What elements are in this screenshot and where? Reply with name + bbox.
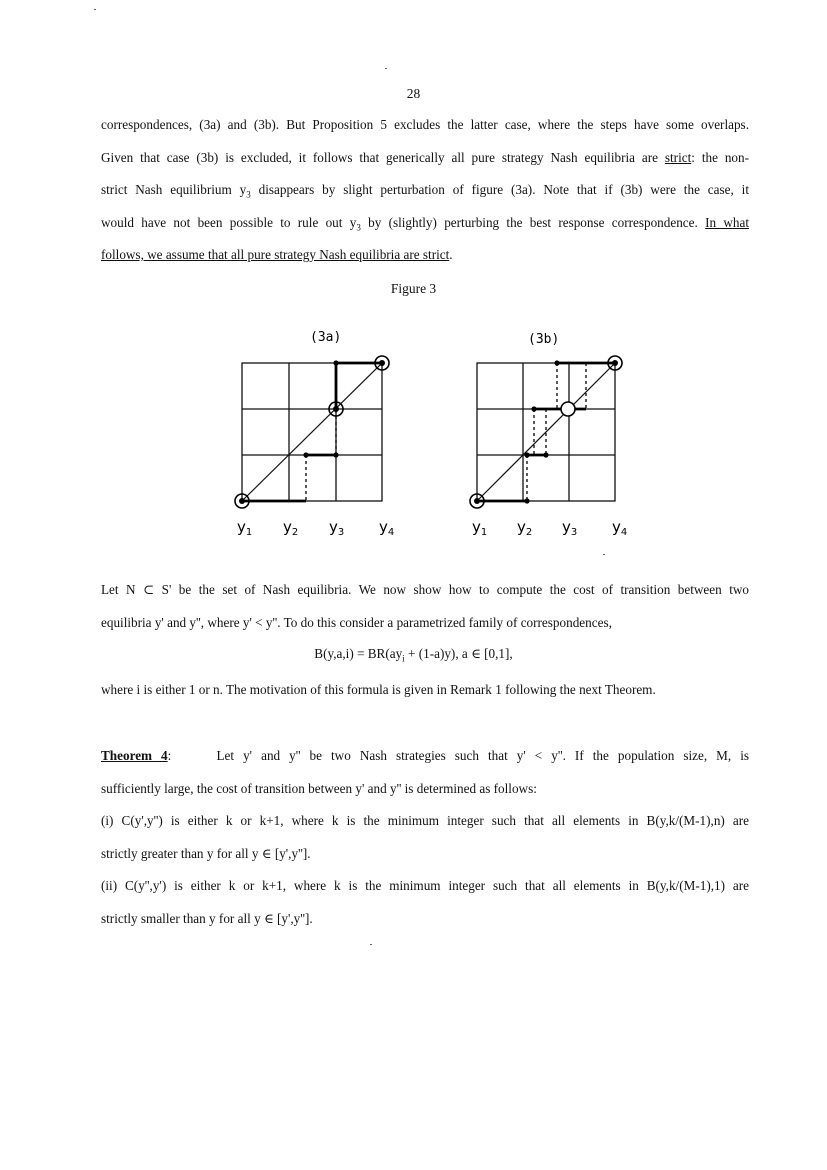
dashed-lines-3b <box>527 363 586 501</box>
text-line: sufficiently large, the cost of transition between y' and y'' is determined as follows: <box>101 780 537 796</box>
text-line: correspondences, (3a) and (3b). But Proposition 5 excludes the latter case, where the steps have some overlaps. <box>101 117 749 132</box>
svg-text:y3: $y_3$ <box>562 518 578 538</box>
theorem-4 <box>101 740 749 935</box>
text-line: (ii) C(y'',y') is either k or k+1, where k is the minimum integer such that all elements in B(y,k/(M-1),1) are <box>101 878 749 893</box>
scan-speck <box>385 68 387 69</box>
svg-text:y4: $y_4$ <box>612 518 628 538</box>
text-line: would have not been possible to rule out $y_3$ by (slightly) perturbing the best response correspondence. In what <box>101 214 749 233</box>
diagonal-3a <box>242 363 382 501</box>
underlined-phrase: follows, we assume that all pure strategy Nash equilibria are strict <box>101 247 450 262</box>
text-line: where i is either 1 or n. The motivation of this formula is given in Remark 1 following the next Theorem. <box>101 682 656 697</box>
text-line: (i) C(y',y'') is either k or k+1, where k is the minimum integer such that all elements in B(y,k/(M-1),n) are <box>101 813 749 828</box>
underlined-phrase: In what <box>705 214 749 230</box>
paragraph-intro <box>101 109 749 272</box>
svg-text:y4: $y_4$ <box>379 518 395 538</box>
page-number: 28 <box>406 86 421 101</box>
axis-labels-3a <box>237 518 394 538</box>
axis-labels-3b <box>472 518 627 538</box>
text-line: strict Nash equilibrium $y_3$ disappears by slight perturbation of figure (3a). Note that if (3b) were the case, it <box>101 182 749 200</box>
figure-3b <box>461 320 641 542</box>
svg-text:y3: $y_3$ <box>329 518 345 538</box>
paragraph-motivation <box>101 674 749 707</box>
svg-text:y2: $y_2$ <box>517 518 533 538</box>
scan-speck <box>370 944 372 945</box>
figure-title: Figure 3 <box>390 281 437 296</box>
text-line: strictly smaller than y for all y ∈ [y',y'']. <box>101 910 313 926</box>
panel-label-3b: (3b) <box>528 332 560 347</box>
text-line: follows, we assume that all pure strategy Nash equilibria are strict. <box>101 247 453 262</box>
theorem-label: Theorem 4 <box>101 748 168 763</box>
diagonal-3b <box>477 363 615 501</box>
text-line: Given that case (3b) is excluded, it follows that generically all pure strategy Nash equilibria are strict: the non- <box>101 149 749 165</box>
svg-text:y1: $y_1$ <box>472 518 488 538</box>
text-line: Let N ⊂ S' be the set of Nash equilibria. We now show how to compute the cost of transition between two <box>101 582 749 597</box>
svg-text:y1: $y_1$ <box>237 518 253 538</box>
svg-text:y2: $y_2$ <box>283 518 299 538</box>
text-line: equilibria y' and y'', where y' < y''. To do this consider a parametrized family of correspondences, <box>101 614 612 630</box>
figure-3a <box>225 320 405 542</box>
scan-speck <box>94 9 96 10</box>
formula: $B(y,a,i) = BR(ay_i + (1-a)y)$, a ∈ [0,1], <box>314 646 513 664</box>
panel-label-3a: (3a) <box>310 330 342 345</box>
scan-speck <box>603 554 605 555</box>
underlined-term: strict <box>664 149 692 165</box>
paragraph-transition <box>101 574 749 639</box>
text-line: strictly greater than y for all y ∈ [y',y'']. <box>101 845 311 861</box>
text-line: Theorem 4: Let y' and y'' be two Nash strategies such that y' < y''. If the population size, M, is <box>101 748 750 763</box>
